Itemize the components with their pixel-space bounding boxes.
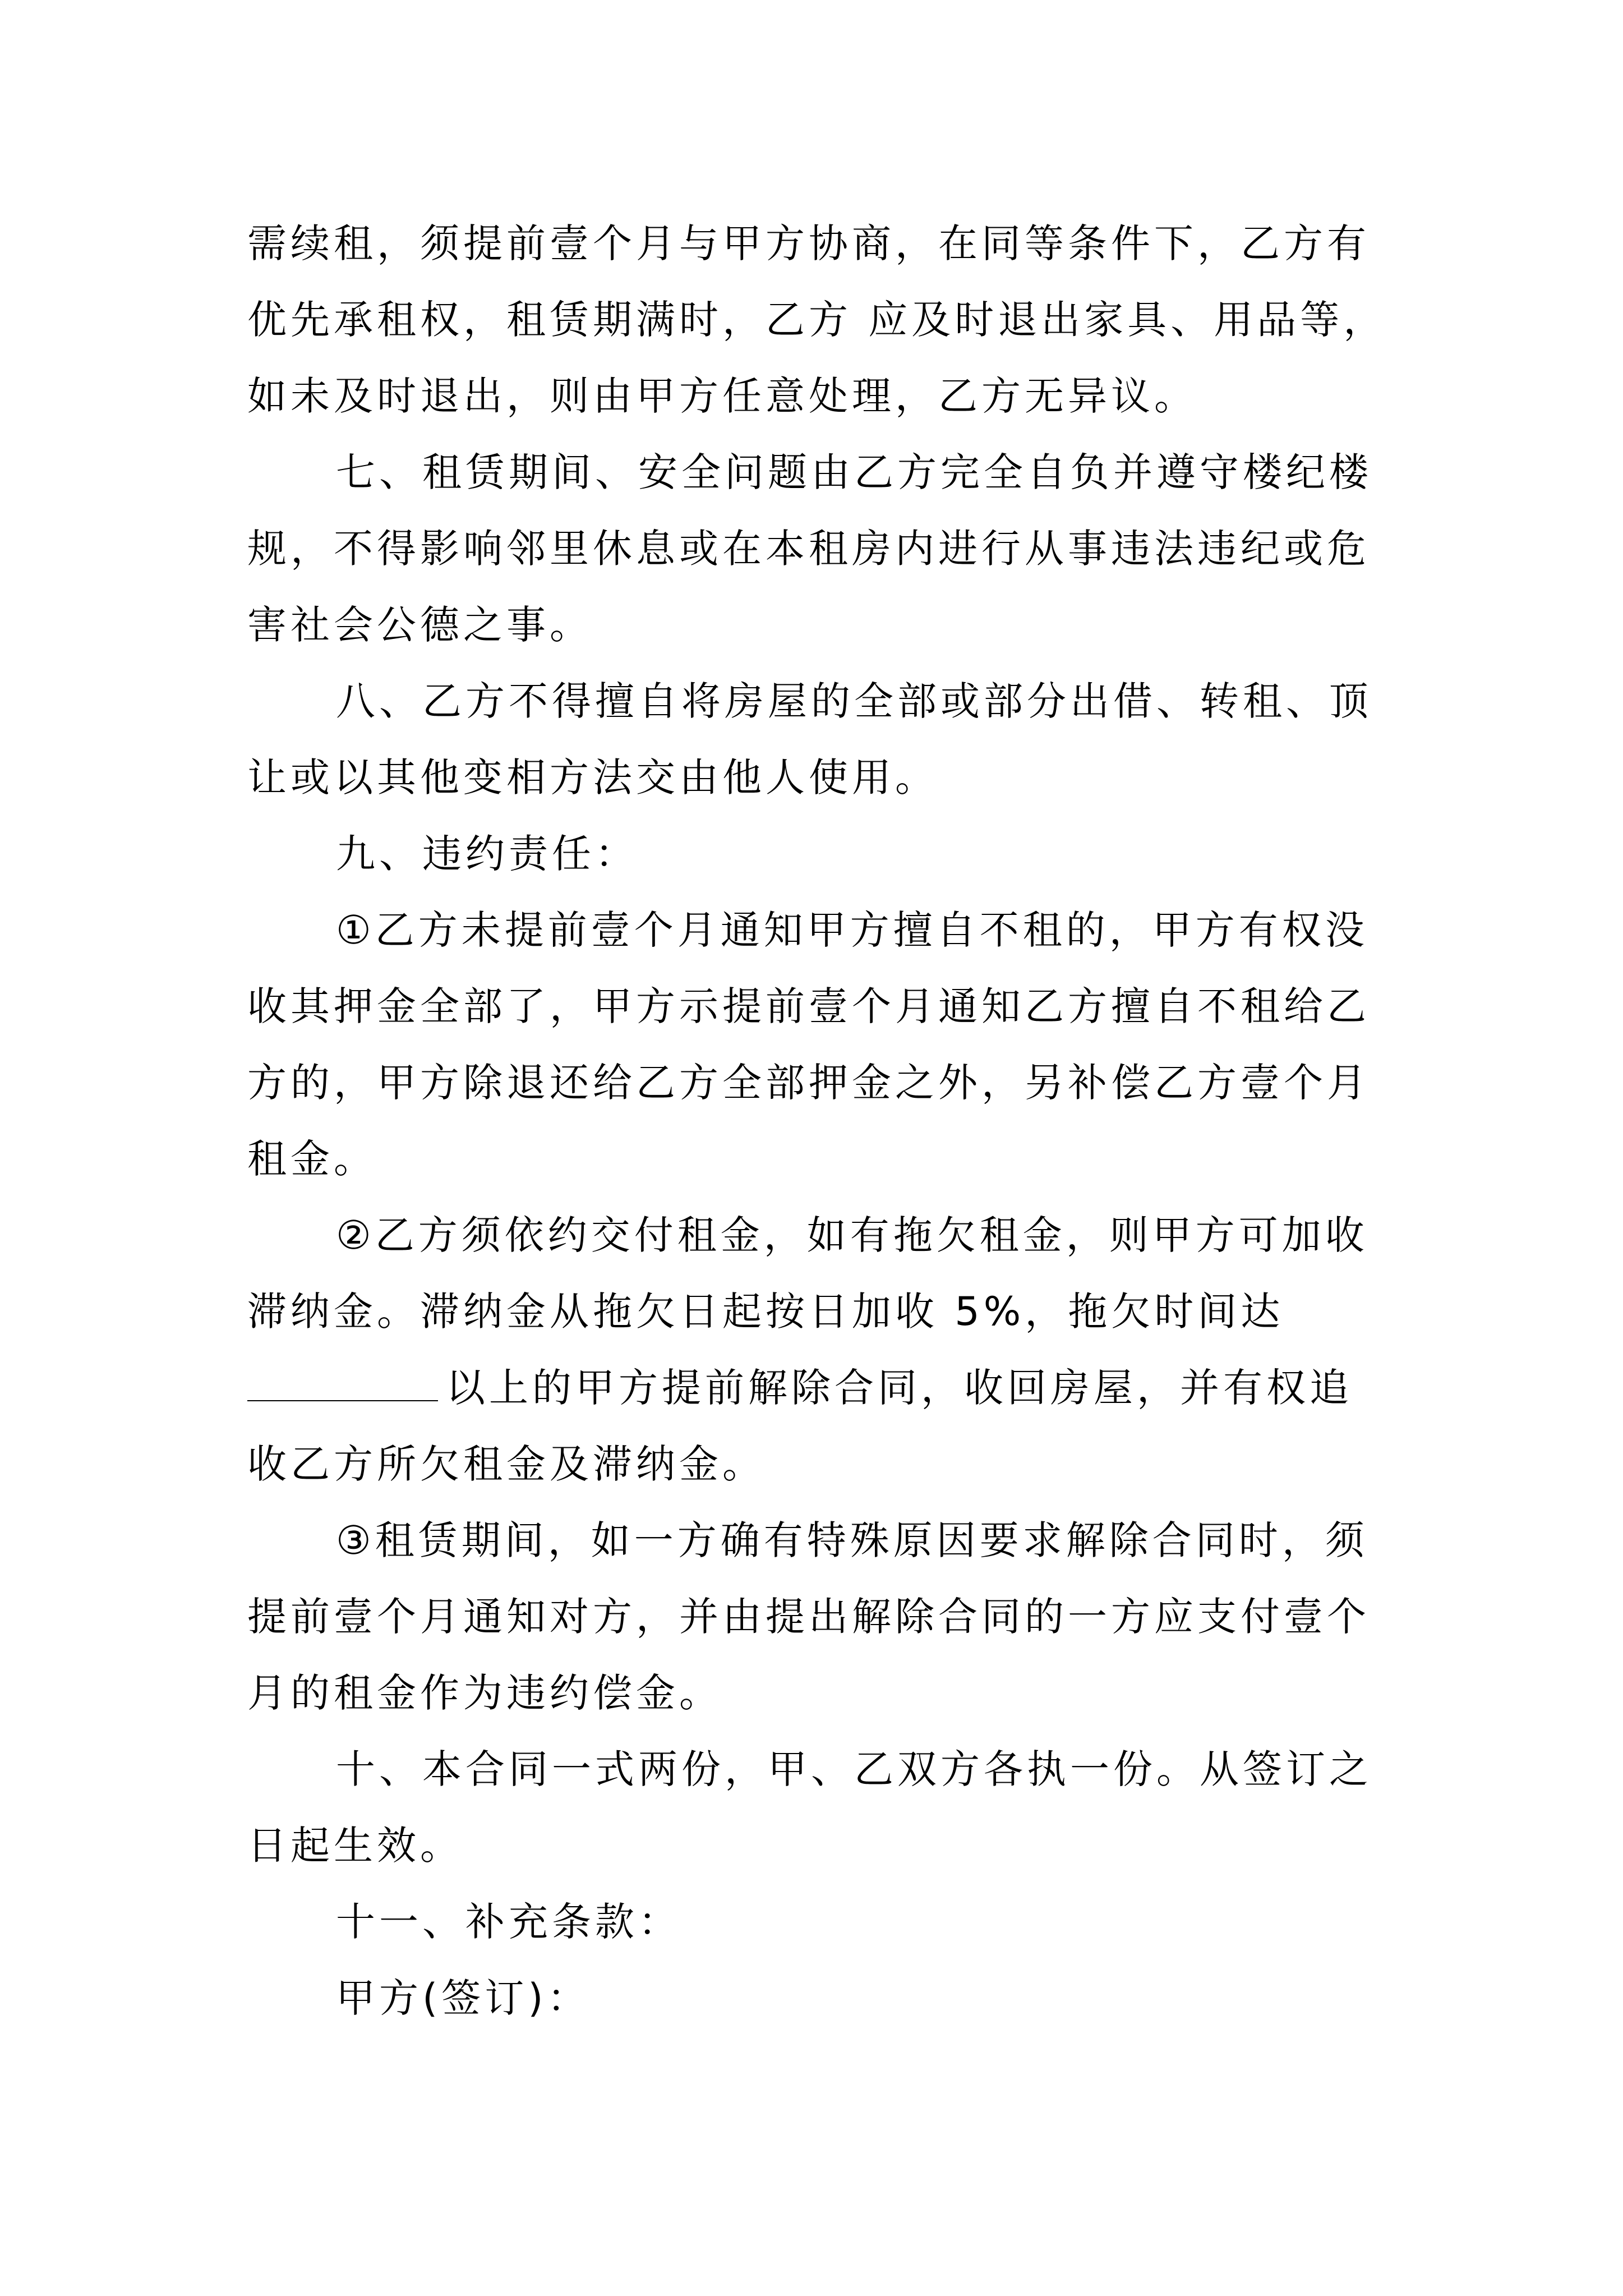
text-line-with-blank — [247, 1360, 1391, 1416]
text-line: 优先承租权，租赁期满时，乙方 应及时退出家具、用品等， — [247, 297, 1387, 343]
text-line: 十、本合同一式两份，甲、乙双方各执一份。从签订之 — [336, 1746, 1372, 1792]
text-line: 租金。 — [247, 1136, 377, 1182]
text-line: 九、违约责任： — [336, 831, 638, 877]
text-line: 月的租金作为违约偿金。 — [247, 1670, 722, 1716]
text-line: 七、租赁期间、安全问题由乙方完全自负并遵守楼纪楼 — [336, 449, 1372, 495]
text-segment: 以上的甲方提前解除合同，收回房屋，并有权追 — [446, 1365, 1353, 1411]
text-line: 规，不得影响邻里休息或在本租房内进行从事违法违纪或危 — [247, 526, 1370, 572]
text-line: 日起生效。 — [247, 1823, 463, 1869]
text-line: ②乙方须依约交付租金，如有拖欠租金，则甲方可加收 — [336, 1212, 1368, 1258]
text-line: 方的，甲方除退还给乙方全部押金之外，另补偿乙方壹个月 — [247, 1060, 1370, 1106]
text-line: 需续租，须提前壹个月与甲方协商，在同等条件下，乙方有 — [247, 220, 1370, 266]
text-line: 收其押金全部了，甲方示提前壹个月通知乙方擅自不租给乙 — [247, 983, 1370, 1029]
text-line: ③租赁期间，如一方确有特殊原因要求解除合同时，须 — [336, 1517, 1368, 1563]
signature-label: 甲方(签订)： — [336, 1975, 591, 2021]
text-line: 让或以其他变相方法交由他人使用。 — [247, 754, 938, 800]
text-line: 十一、补充条款： — [336, 1899, 681, 1945]
text-line: 八、乙方不得擅自将房屋的全部或部分出借、转租、顶 — [336, 678, 1372, 724]
text-line: 收乙方所欠租金及滞纳金。 — [247, 1441, 766, 1487]
text-line: 提前壹个月通知对方，并由提出解除合同的一方应支付壹个 — [247, 1594, 1370, 1640]
fill-in-blank — [247, 1366, 438, 1401]
text-line: ①乙方未提前壹个月通知甲方擅自不租的，甲方有权没 — [336, 907, 1368, 953]
text-line: 如未及时退出，则由甲方任意处理，乙方无异议。 — [247, 373, 1197, 419]
text-line: 害社会公德之事。 — [247, 602, 593, 648]
text-line: 滞纳金。滞纳金从拖欠日起按日加收 5%，拖欠时间达 — [247, 1289, 1284, 1335]
